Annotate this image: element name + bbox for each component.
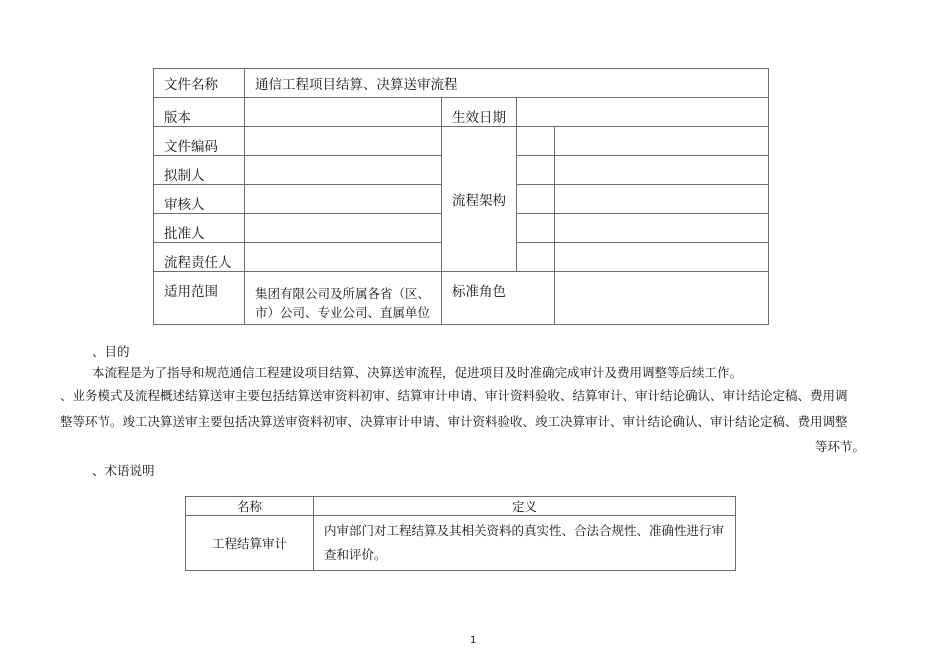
purpose-text: 本流程是为了指导和规范通信工程建设项目结算、决算送审流程，促进项目及时准确完成审计及费用调整等后续工作。 xyxy=(92,365,743,380)
process-arch-label: 流程架构 xyxy=(442,127,517,272)
version-value xyxy=(245,98,442,127)
drafter-value xyxy=(245,156,442,185)
approver-value xyxy=(245,214,442,243)
process-arch-cell xyxy=(517,214,555,243)
reviewer-label: 审核人 xyxy=(154,185,245,214)
owner-value xyxy=(245,243,442,272)
scope-value: 集团有限公司及所属各省（区、市）公司、专业公司、直属单位 xyxy=(245,272,442,325)
process-arch-cell xyxy=(517,185,555,214)
terms-col-name: 名称 xyxy=(186,497,314,516)
overview-line-3: 等环节。 xyxy=(815,439,866,454)
file-name-label: 文件名称 xyxy=(154,69,245,98)
process-arch-cell xyxy=(517,156,555,185)
standard-role-value xyxy=(555,272,769,325)
page-number: 1 xyxy=(470,635,477,646)
terms-col-definition: 定义 xyxy=(314,497,736,516)
reviewer-value xyxy=(245,185,442,214)
effective-date-value xyxy=(517,98,769,127)
term-name: 工程结算审计 xyxy=(186,516,314,571)
terms-heading: 、术语说明 xyxy=(92,463,155,478)
purpose-heading: 、目的 xyxy=(92,344,130,359)
document-info-table xyxy=(153,68,769,325)
process-arch-cell xyxy=(555,156,769,185)
term-definition: 内审部门对工程结算及其相关资料的真实性、合法合规性、准确性进行审查和评价。 xyxy=(314,516,736,571)
terms-table xyxy=(185,496,736,571)
file-code-label: 文件编码 xyxy=(154,127,245,156)
scope-label: 适用范围 xyxy=(154,272,245,325)
overview-line-1: 、业务模式及流程概述结算送审主要包括结算送审资料初审、结算审计申请、审计资料验收、结算审计、审计结论确认、审计结论定稿、费用调 xyxy=(60,388,848,403)
file-name-value: 通信工程项目结算、决算送审流程 xyxy=(245,69,769,98)
table-row xyxy=(186,516,736,571)
process-arch-cell xyxy=(517,243,555,272)
version-label: 版本 xyxy=(154,98,245,127)
approver-label: 批准人 xyxy=(154,214,245,243)
standard-role-label: 标准角色 xyxy=(442,272,555,325)
file-code-value xyxy=(245,127,442,156)
process-arch-cell xyxy=(555,214,769,243)
process-arch-cell xyxy=(555,243,769,272)
process-arch-cell xyxy=(555,127,769,156)
drafter-label: 拟制人 xyxy=(154,156,245,185)
owner-label: 流程责任人 xyxy=(154,243,245,272)
process-arch-cell xyxy=(517,127,555,156)
overview-line-2: 整等环节。竣工决算送审主要包括决算送审资料初审、决算审计申请、审计资料验收、竣工决算审计、审计结论确认、审计结论定稿、费用调整 xyxy=(60,414,848,429)
process-arch-cell xyxy=(555,185,769,214)
effective-date-label: 生效日期 xyxy=(442,98,517,127)
